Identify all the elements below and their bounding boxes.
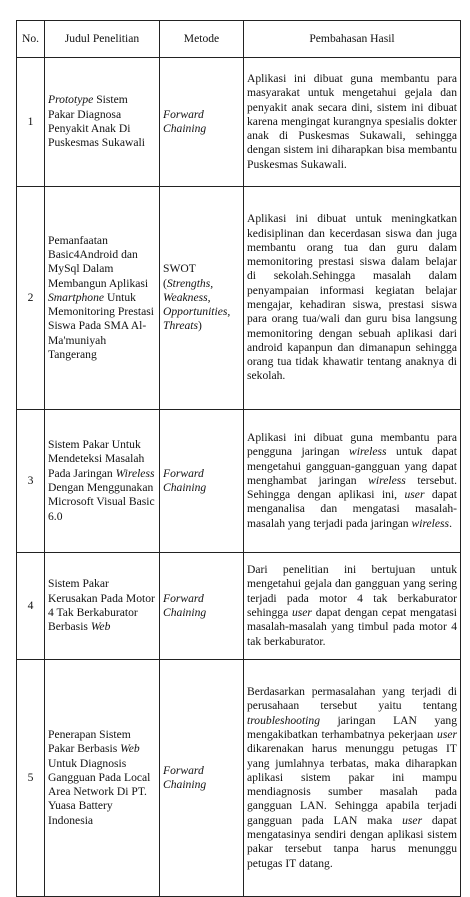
research-title-cell — [45, 660, 160, 897]
text-run: ) — [198, 319, 202, 333]
text-run: Sistem Pakar Untuk Mendeteksi Masalah Pada Jaringan — [48, 438, 145, 480]
header-metode: Metode — [160, 21, 244, 58]
row-number: 5 — [17, 660, 45, 897]
table-row — [17, 58, 461, 187]
method-cell — [160, 553, 244, 660]
results-discussion-cell — [244, 187, 461, 410]
text-run: SWOT ( — [163, 262, 196, 290]
table-row — [17, 410, 461, 553]
italic-text-run: user — [291, 606, 312, 619]
text-run: untuk dapat mengetahui gangguan-gangguan yang dapat menghambat jaringan — [247, 445, 457, 487]
text-run: dikarenakan harus menunggu petugas IT yang jumlahnya terbatas, maka diharapkan aplikasi sistem pakar ini mampu mendiagnosis sumber masalah pada gangguan LAN. Sehingga apabila terjadi gangguan pada LAN maka — [247, 742, 457, 827]
method-cell — [160, 187, 244, 410]
text-run: Aplikasi ini dibuat guna membantu para pengguna jaringan — [247, 430, 457, 459]
text-run: tersebut. Sehingga dengan aplikasi ini, — [247, 473, 457, 502]
italic-text-run: Strengths, Weakness, Opportunities, Threats — [163, 276, 231, 333]
italic-text-run: Forward Chaining — [163, 591, 207, 619]
results-discussion-cell — [244, 58, 461, 187]
italic-text-run: user — [402, 813, 423, 827]
text-run: Penerapan Sistem Pakar Berbasis — [48, 727, 131, 756]
italic-text-run: user — [404, 488, 425, 502]
italic-text-run: wireless — [348, 445, 387, 459]
italic-text-run: Forward Chaining — [163, 107, 207, 135]
row-number: 1 — [17, 58, 45, 187]
table-row — [17, 660, 461, 897]
table-row — [17, 553, 461, 660]
italic-text-run: wireless — [411, 516, 450, 530]
text-run: Untuk Diagnosis Gangguan Pada Local Area Network Di PT. Yuasa Battery Indonesia — [48, 756, 151, 827]
italic-text-run: Prototype — [48, 93, 94, 107]
text-run: Untuk Memonitoring Prestasi Siswa Pada SMA Al-Ma'muniyah Tangerang — [48, 290, 154, 362]
italic-text-run: Web — [120, 742, 140, 756]
text-run: Sistem Pakar Kerusakan Pada Motor 4 Tak Berkaburator Berbasis — [48, 577, 155, 634]
text-run: dapat dengan cepat mengatasi masalah-masalah yang timbul pada motor 4 tak berkaburator. — [247, 606, 457, 648]
research-title-cell — [45, 553, 160, 660]
italic-text-run: Wireless — [115, 466, 155, 480]
italic-text-run: user — [437, 727, 457, 741]
header-no: No. — [17, 21, 45, 58]
italic-text-run: Smartphone — [48, 290, 105, 304]
research-title-cell — [45, 187, 160, 410]
research-title-cell — [45, 410, 160, 553]
results-discussion-cell — [244, 410, 461, 553]
row-number: 3 — [17, 410, 45, 553]
italic-text-run: Forward Chaining — [163, 466, 207, 494]
text-run: Dari penelitian ini bertujuan untuk mengetahui gejala dan gangguan yang sering terjadi pada motor 4 tak berkaburator sehingga — [247, 563, 457, 619]
literature-review-table — [16, 20, 461, 897]
results-discussion-cell — [244, 660, 461, 897]
row-number: 2 — [17, 187, 45, 410]
text-run: Pemanfaatan Basic4Android dan MySql Dalam Membangun Aplikasi — [48, 233, 149, 290]
table-row — [17, 187, 461, 410]
italic-text-run: Web — [90, 620, 111, 634]
header-pembahasan-hasil: Pembahasan Hasil — [244, 21, 461, 58]
row-number: 4 — [17, 553, 45, 660]
literature-review-page — [16, 20, 460, 897]
text-run: Aplikasi ini dibuat guna membantu para masyarakat untuk mengetahui gejala dan penyakit anak secara dini, sistem ini dibuat karena mengingat kurangnya spesialis dokter anak di Puskesmas Sukawali, sehingga dengan sistem ini diharapkan bisa membantu Puskesmas Sukawali. — [247, 71, 457, 171]
text-run: dapat mengatasinya sendiri dengan aplikasi sistem pakar tersebut tanpa harus menunggu petugas IT datang. — [247, 813, 457, 870]
method-cell — [160, 660, 244, 897]
text-run: Dengan Menggunakan Microsoft Visual Basic 6.0 — [48, 481, 155, 523]
italic-text-run: troubleshooting — [247, 713, 320, 727]
research-title-cell — [45, 58, 160, 187]
table-header-row — [17, 21, 461, 58]
text-run: . — [449, 516, 452, 530]
text-run: Sistem Pakar Diagnosa Penyakit Anak Di Puskesmas Sukawali — [48, 93, 145, 150]
text-run: dapat menganalisa dan mengatasi masalah-masalah yang terjadi pada jaringan — [247, 488, 457, 530]
header-judul-penelitian: Judul Penelitian — [45, 21, 160, 58]
text-run: jaringan LAN yang mengakibatkan terhambatnya pekerjaan — [247, 713, 457, 741]
text-run: Berdasarkan permasalahan yang terjadi di perusahaan tersebut yaitu tentang — [247, 685, 457, 713]
method-cell — [160, 410, 244, 553]
italic-text-run: wireless — [368, 473, 406, 487]
method-cell — [160, 58, 244, 187]
text-run: Aplikasi ini dibuat untuk meningkatkan kedisiplinan dan kecerdasan siswa dan juga membantu orang tua dan guru dalam memonitoring prestasi siswa dalam belajar di sekolah.Sehingga masalah dalam penyampaian informasi kegiatan belajar mengajar, kehadiran siswa, prestasi siswa para orang tua/wali dan guru bisa langsung memonitoring dengan sebuah aplikasi dari android kapanpun dan dimanapun sehingga orang tua tidak khawatir tentang anaknya di sekolah. — [247, 212, 457, 383]
italic-text-run: Forward Chaining — [163, 763, 207, 791]
results-discussion-cell — [244, 553, 461, 660]
